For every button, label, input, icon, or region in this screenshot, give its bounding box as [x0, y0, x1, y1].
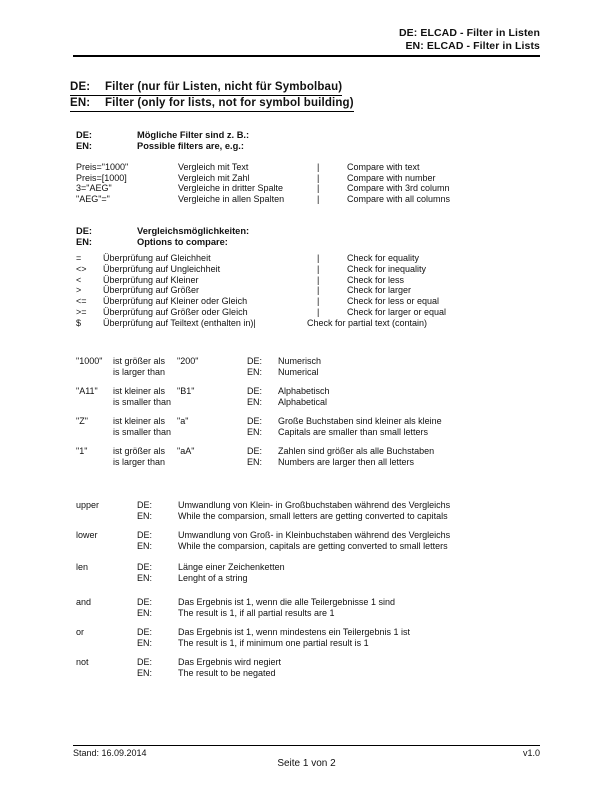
section-header-en: Options to compare:	[137, 237, 228, 247]
keyword-desc-de: Das Ergebnis wird negiert	[178, 657, 282, 667]
keyword-line-de	[76, 657, 450, 668]
operator-desc-de: Überprüfung auf Ungleichheit	[103, 263, 221, 274]
comparison-mid-en: is smaller than	[113, 427, 172, 437]
label-de: DE:	[76, 130, 93, 140]
keyword-block	[76, 597, 450, 619]
comparison-right: "aA"	[177, 446, 195, 456]
column-separator: |	[317, 296, 320, 307]
comparison-left: "Z"	[76, 416, 88, 426]
label-de: DE:	[247, 356, 263, 366]
title-text-en: Filter (only for lists, not for symbol building)	[105, 96, 354, 109]
comparison-line-en	[76, 397, 442, 408]
operator-desc-de: Überprüfung auf Kleiner	[103, 274, 199, 285]
filter-expression: "AEG"="	[76, 193, 110, 204]
document-title-de	[70, 82, 342, 96]
label-en: EN:	[137, 638, 153, 648]
keyword-line-en	[76, 541, 450, 552]
section-header-de: Vergleichsmöglichkeiten:	[137, 226, 250, 236]
operator-row	[76, 296, 446, 307]
footer-date: Stand: 16.09.2014	[73, 748, 147, 758]
filter-desc-de: Vergleiche in allen Spalten	[178, 193, 285, 204]
filter-examples-list	[76, 162, 450, 204]
comparison-block	[76, 356, 442, 378]
filter-desc-en: Compare with 3rd column	[347, 183, 450, 193]
operator-desc-de: Überprüfung auf Kleiner oder Gleich	[103, 296, 248, 307]
keyword-line-de	[76, 500, 450, 511]
operator-desc-de: Überprüfung auf Teiltext (enthalten in)|	[103, 317, 256, 328]
filter-expression: Preis="1000"	[76, 162, 129, 172]
label-en: EN:	[247, 397, 263, 407]
keyword-desc-de: Das Ergebnis ist 1, wenn mindestens ein Teilergebnis 1 ist	[178, 627, 410, 637]
keyword-desc-de: Länge einer Zeichenketten	[178, 562, 285, 572]
operator-symbol: =	[76, 253, 82, 263]
comparison-examples	[76, 356, 442, 476]
operator-desc-en: Check for larger or equal	[347, 306, 447, 317]
comparison-note-en: Numbers are larger then all letters	[278, 457, 415, 467]
spacer	[76, 573, 137, 584]
keyword-line-en	[76, 608, 450, 619]
keyword: or	[76, 627, 85, 637]
column-separator: |	[317, 172, 320, 183]
footer-page-number: Seite 1 von 2	[277, 758, 336, 769]
comparison-mid-en: is larger than	[113, 367, 166, 377]
spacer	[76, 397, 113, 408]
label-de: DE:	[76, 226, 93, 236]
operator-desc-en: Check for larger	[347, 285, 412, 296]
section-header-line	[76, 141, 249, 152]
filter-desc-de: Vergleich mit Text	[178, 162, 249, 172]
spacer	[76, 638, 137, 649]
operator-desc-en: Check for equality	[347, 253, 420, 263]
keyword-line-de	[76, 562, 450, 573]
comparison-left: "1000"	[76, 356, 103, 366]
operator-row	[76, 307, 446, 318]
keyword: lower	[76, 530, 98, 540]
label-de: DE:	[247, 386, 263, 396]
filter-example-row	[76, 173, 450, 184]
operator-desc-de: Überprüfung auf Größer oder Gleich	[103, 306, 248, 317]
spacer	[76, 608, 137, 619]
comparison-note-en: Alphabetical	[278, 397, 328, 407]
label-de: DE:	[137, 627, 153, 637]
keyword-desc-en: The result is 1, if minimum one partial result is 1	[178, 638, 369, 648]
comparison-block	[76, 386, 442, 408]
keyword-desc-en: Lenght of a string	[178, 573, 248, 583]
label-de: DE:	[247, 416, 263, 426]
comparison-right: "200"	[177, 356, 199, 366]
keyword: and	[76, 597, 92, 607]
title-label-en: EN:	[70, 96, 91, 109]
operator-symbol: <	[76, 274, 82, 285]
label-en: EN:	[137, 541, 153, 551]
section-possible-filters-header	[76, 130, 249, 152]
title-label-de: DE:	[70, 81, 91, 93]
section-header-line	[76, 130, 249, 141]
spacer	[76, 367, 113, 378]
filter-expression: 3="AEG"	[76, 183, 112, 193]
comparison-line-en	[76, 457, 442, 468]
label-en: EN:	[76, 141, 93, 151]
keyword-desc-de: Das Ergebnis ist 1, wenn die alle Teilergebnisse 1 sind	[178, 597, 395, 607]
filter-desc-de: Vergleich mit Zahl	[178, 172, 250, 183]
column-separator: |	[317, 183, 320, 193]
footer-version: v1.0	[522, 748, 540, 758]
keyword-line-de	[76, 597, 450, 608]
comparison-line-de	[76, 416, 442, 427]
column-separator: |	[317, 285, 320, 296]
comparison-line-de	[76, 356, 442, 367]
spacer	[76, 427, 113, 438]
page-header	[70, 27, 540, 52]
document-title	[70, 82, 354, 113]
label-en: EN:	[76, 237, 93, 247]
label-de: DE:	[137, 657, 153, 667]
section-header-line	[76, 226, 249, 237]
page-header-line-de: DE: ELCAD - Filter in Listen	[398, 27, 540, 39]
spacer	[76, 541, 137, 552]
keyword: upper	[76, 500, 100, 510]
operator-desc-de: Überprüfung auf Gleichheit	[103, 253, 211, 263]
keyword-block	[76, 500, 450, 522]
comparison-mid-de: ist größer als	[113, 446, 166, 456]
comparison-mid-de: ist kleiner als	[113, 416, 166, 426]
title-text-de: Filter (nur für Listen, nicht für Symbolbau)	[105, 81, 343, 93]
column-separator: |	[317, 162, 320, 172]
label-en: EN:	[137, 668, 153, 678]
operator-row	[76, 264, 446, 275]
label-de: DE:	[137, 500, 153, 510]
keyword-desc-en: While the comparsion, capitals are getting converted to small letters	[178, 541, 448, 551]
comparison-line-de	[76, 386, 442, 397]
comparison-right: "B1"	[177, 386, 195, 396]
comparison-note-en: Numerical	[278, 367, 319, 377]
comparison-note-de: Alphabetisch	[278, 386, 330, 396]
keyword-desc-en: While the comparsion, small letters are getting converted to capitals	[178, 511, 448, 521]
operator-desc-en: Check for partial text (contain)	[307, 317, 428, 328]
keyword-block	[76, 530, 450, 552]
comparison-left: "1"	[76, 446, 88, 456]
label-en: EN:	[137, 573, 153, 583]
comparison-right: "a"	[177, 416, 189, 426]
keyword-line-en	[76, 573, 450, 584]
comparison-left: "A11"	[76, 386, 98, 396]
operator-list	[76, 253, 446, 329]
keyword-line-en	[76, 638, 450, 649]
operator-desc-en: Check for less	[347, 274, 405, 285]
comparison-line-en	[76, 427, 442, 438]
operator-row	[76, 253, 446, 264]
operator-symbol: >	[76, 285, 82, 296]
keyword-block	[76, 657, 450, 679]
spacer	[76, 511, 137, 522]
label-de: DE:	[247, 446, 263, 456]
page-header-line-en: EN: ELCAD - Filter in Lists	[405, 39, 540, 52]
spacer	[76, 457, 113, 468]
comparison-note-de: Numerisch	[278, 356, 322, 366]
filter-desc-de: Vergleiche in dritter Spalte	[178, 183, 284, 193]
operator-symbol: <=	[76, 296, 87, 307]
filter-desc-en: Compare with text	[347, 162, 420, 172]
keyword-desc-en: The result to be negated	[178, 668, 276, 678]
section-header-de: Mögliche Filter sind z. B.:	[137, 130, 250, 140]
label-en: EN:	[137, 608, 153, 618]
comparison-note-de: Große Buchstaben sind kleiner als kleine	[278, 416, 442, 426]
label-de: DE:	[137, 562, 153, 572]
operator-desc-en: Check for inequality	[347, 263, 427, 274]
comparison-mid-en: is larger than	[113, 457, 166, 467]
operator-symbol: <>	[76, 263, 87, 274]
keyword-line-en	[76, 511, 450, 522]
section-header-en: Possible filters are, e.g.:	[137, 141, 244, 151]
filter-example-row	[76, 162, 450, 173]
keyword-block	[76, 562, 450, 584]
comparison-line-en	[76, 367, 442, 378]
document-title-en	[70, 98, 354, 112]
label-en: EN:	[137, 511, 153, 521]
label-en: EN:	[247, 427, 263, 437]
column-separator: |	[317, 306, 320, 317]
section-header-line	[76, 237, 249, 248]
operator-desc-en: Check for less or equal	[347, 296, 440, 307]
filter-desc-en: Compare with number	[347, 172, 436, 183]
operator-desc-de: Überprüfung auf Größer	[103, 285, 200, 296]
filter-example-row	[76, 183, 450, 194]
spacer	[76, 668, 137, 679]
keyword-block	[76, 627, 450, 649]
column-separator: |	[317, 263, 320, 274]
keyword-descriptions	[76, 500, 450, 679]
filter-expression: Preis=[1000]	[76, 172, 127, 183]
operator-symbol: >=	[76, 306, 87, 317]
keyword: len	[76, 562, 89, 572]
operator-row	[76, 318, 446, 329]
keyword-line-en	[76, 668, 450, 679]
filter-example-row	[76, 194, 450, 205]
comparison-mid-de: ist größer als	[113, 356, 166, 366]
column-separator: |	[317, 193, 320, 204]
keyword-desc-de: Umwandlung von Groß- in Kleinbuchstaben während des Vergleichs	[178, 530, 451, 540]
comparison-note-en: Capitals are smaller than small letters	[278, 427, 429, 437]
label-en: EN:	[247, 457, 263, 467]
label-de: DE:	[137, 597, 153, 607]
comparison-block	[76, 446, 442, 468]
comparison-block	[76, 416, 442, 438]
operator-row	[76, 275, 446, 286]
keyword-line-de	[76, 530, 450, 541]
footer-rule	[73, 745, 540, 746]
column-separator: |	[317, 274, 320, 285]
label-en: EN:	[247, 367, 263, 377]
filter-desc-en: Compare with all columns	[347, 193, 451, 204]
keyword: not	[76, 657, 89, 667]
comparison-mid-en: is smaller than	[113, 397, 172, 407]
operator-row	[76, 285, 446, 296]
comparison-mid-de: ist kleiner als	[113, 386, 166, 396]
keyword-desc-de: Umwandlung von Klein- in Großbuchstaben während des Vergleichs	[178, 500, 451, 510]
keyword-line-de	[76, 627, 450, 638]
comparison-line-de	[76, 446, 442, 457]
label-de: DE:	[137, 530, 153, 540]
header-rule	[73, 55, 540, 57]
comparison-note-de: Zahlen sind größer als alle Buchstaben	[278, 446, 435, 456]
operator-symbol: $	[76, 317, 82, 328]
column-separator: |	[317, 253, 320, 263]
section-compare-options-header	[76, 226, 249, 248]
keyword-desc-en: The result is 1, if all partial results are 1	[178, 608, 335, 618]
